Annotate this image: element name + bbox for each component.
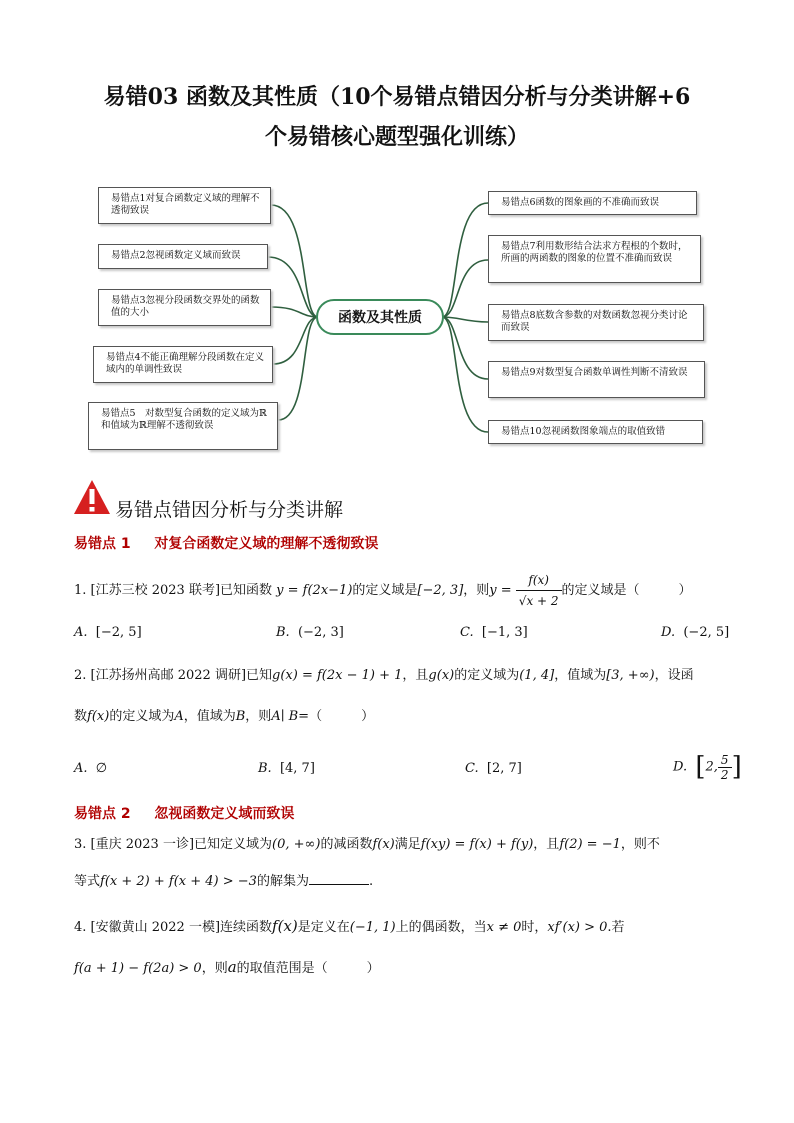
q1-frac-num: f(x) [516,570,562,591]
mindmap-node-left-5: 易错点5 对数型复合函数的定义域为ℝ和值域为ℝ理解不透彻致误 [88,402,278,450]
q2-text: 2. [江苏扬州高邮 2022 调研]已知 [74,668,273,683]
q3-text: 等式 [74,874,101,889]
q3-f: f(x) [372,837,395,852]
section-title: 易错点错因分析与分类讲解 [115,499,344,521]
q1-mid2: ，则 [463,583,490,598]
q1-option-a [74,625,142,640]
connector-left-1 [271,205,318,317]
q2-intersection: A∣ B [271,709,299,724]
q4-inequality: xf′(x) > 0 [547,920,608,935]
q1-prefix: 1. [江苏三校 2023 联考]已知函数 [74,583,273,598]
page-title-line-2: 个易错核心题型强化训练） [264,124,529,150]
q4-text: .若 [607,920,625,935]
mindmap-node-right-1: 易错点6函数的图象画的不准确而致误 [488,191,697,215]
q2-domain: (1, 4] [519,668,555,683]
q2-option-c [465,761,522,776]
q1-y: y = [489,583,512,598]
q4-text: 4. [安徽黄山 2022 一模]连续函数 [74,920,273,935]
q4-text: 时， [521,920,548,935]
q4-text: 的取值范围是（ ） [236,961,380,976]
q3-domain: (0, +∞) [272,837,321,852]
q1-option-b [276,625,344,640]
q2-text: 的定义域为 [109,709,175,724]
q1-func: y = f(2x−1) [276,583,353,598]
q1-frac-den: √x + 2 [518,594,559,608]
option-text: [−1, 3] [481,625,528,640]
option-letter: A. [74,625,88,640]
option-text: [4, 7] [279,761,315,776]
mindmap-node-left-4: 易错点4不能正确理解分段函数在定义域内的单调性致误 [93,346,273,383]
point-title: 对复合函数定义域的理解不透彻致误 [154,536,379,552]
q4-f: f(x) [272,917,298,935]
point-label: 易错点 1 [74,536,131,552]
option-text: [−2, 5] [95,625,142,640]
option-text: 2, [705,759,718,775]
option-letter: B. [258,761,272,776]
option-letter: C. [465,761,479,776]
q2-optD-fraction [718,753,732,782]
question-2-line-1 [74,666,694,686]
question-2-line-2 [74,707,374,727]
q1-domain: [−2, 3] [417,583,464,598]
q1-mid: 的定义域是 [352,583,418,598]
q1-option-d [661,625,729,640]
q1-suffix: 的定义域是（ ） [561,583,692,598]
q2-g: g(x) [428,668,455,683]
connector-left-5 [278,317,318,420]
q3-text: 满足 [394,837,421,852]
q1-fraction [516,570,562,611]
connector-right-5 [442,317,488,432]
option-letter: C. [460,625,474,640]
warning-icon [72,478,112,516]
q4-condition: x ≠ 0 [486,920,522,935]
q2-option-b [258,761,315,776]
q2-text: ，且 [402,668,429,683]
q4-text: 上的偶函数，当 [395,920,487,935]
option-text: [2, 7] [486,761,522,776]
q2-text: ，值域为 [183,709,236,724]
question-3-line-2 [74,872,373,892]
q4-inequality-2: f(a + 1) − f(2a) > 0 [74,961,202,976]
mindmap-node-left-3: 易错点3忽视分段函数交界处的函数值的大小 [98,289,271,326]
q3-text: 3. [重庆 2023 一诊]已知定义域为 [74,837,273,852]
bracket-left: [ [695,752,706,782]
question-3-line-1 [74,835,660,855]
q3-equation: f(xy) = f(x) + f(y) [420,837,534,852]
q2-text: ，值域为 [554,668,607,683]
q3-value: f(2) = −1 [559,837,621,852]
question-4-line-1 [74,916,625,938]
frac-den: 2 [720,767,729,782]
page-title-line-1: 易错03 函数及其性质（10个易错点错因分析与分类讲解+6 [103,84,691,110]
q3-text: ，且 [533,837,560,852]
q3-text: ，则不 [620,837,660,852]
q3-inequality: f(x + 2) + f(x + 4) > −3 [100,874,257,889]
q2-text: ，则 [245,709,272,724]
q2-text: 的定义域为 [454,668,520,683]
q3-text: . [368,874,374,889]
q4-variable: a [227,958,237,976]
option-letter: D. [661,625,676,640]
q2-range: [3, +∞) [606,668,655,683]
q2-expr: g(x) = f(2x − 1) + 1 [272,668,403,683]
option-letter: D. [673,759,688,775]
mindmap-node-right-3: 易错点8底数含参数的对数函数忽视分类讨论而致误 [488,304,704,341]
q3-text: 的解集为 [256,874,309,889]
q4-domain: (−1, 1) [349,920,396,935]
option-letter: A. [74,761,88,776]
q2-option-a [74,761,107,776]
q2-option-d [673,752,742,782]
mindmap-node-right-4: 易错点9对数型复合函数单调性判断不清致误 [488,361,705,398]
mindmap-node-left-2: 易错点2忽视函数定义域而致误 [98,244,268,269]
q2-set-a: A [174,709,184,724]
point-label: 易错点 2 [74,806,131,822]
question-1 [74,570,692,611]
option-text: (−2, 5] [683,625,730,640]
option-letter: B. [276,625,290,640]
mindmap-node-left-1: 易错点1对复合函数定义域的理解不透彻致误 [98,187,271,224]
point-heading-2 [74,803,294,823]
question-4-line-2 [74,957,380,979]
q4-text: 是定义在 [297,920,350,935]
q1-option-c [460,625,528,640]
q2-text: 数 [74,709,88,724]
connector-right-1 [442,203,488,317]
q2-set-b: B [235,709,246,724]
q4-text: ，则 [201,961,228,976]
q2-text: ，设函 [654,668,694,683]
q3-text: 的减函数 [320,837,373,852]
frac-num: 5 [718,753,732,768]
point-title: 忽视函数定义域而致误 [154,806,295,822]
answer-blank [309,884,369,885]
q2-text: =（ ） [298,709,375,724]
mindmap-node-right-2: 易错点7利用数形结合法求方程根的个数时，所画的两函数的图象的位置不准确而致误 [488,235,701,283]
mindmap-center-node: 函数及其性质 [316,299,444,335]
option-text: ∅ [95,761,108,776]
mindmap-node-right-5: 易错点10忽视函数图象端点的取值致错 [488,420,703,444]
point-heading-1 [74,533,378,553]
bracket-right: ] [731,752,742,782]
option-text: (−2, 3] [297,625,344,640]
q2-f: f(x) [87,709,110,724]
